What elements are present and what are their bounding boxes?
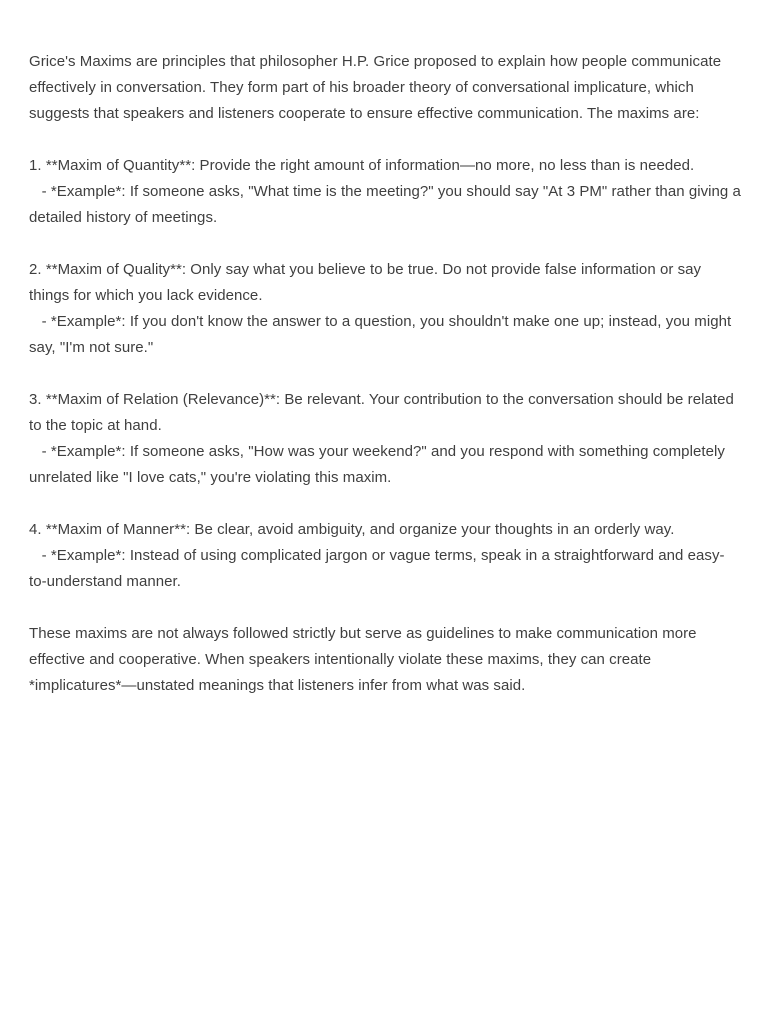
conclusion-paragraph: These maxims are not always followed strictly but serve as guidelines to make communication more effective and cooperative. When speakers intentionally violate these maxims, they can create *implicatures*—unstated meanings that listeners infer from what was said.: [29, 625, 701, 694]
paragraph-gap: [29, 361, 741, 387]
message-body: [29, 49, 746, 699]
maxim-manner-example: - *Example*: Instead of using complicated jargon or vague terms, speak in a straightforward and easy-to-understand manner.: [29, 547, 725, 590]
maxim-relation-statement: 3. **Maxim of Relation (Relevance)**: Be relevant. Your contribution to the conversation should be related to the topic at hand.: [29, 391, 739, 434]
maxim-relation-example: - *Example*: If someone asks, "How was your weekend?" and you respond with something completely unrelated like "I love cats," you're violating this maxim.: [29, 443, 730, 486]
maxim-manner-statement: 4. **Maxim of Manner**: Be clear, avoid ambiguity, and organize your thoughts in an orderly way.: [29, 521, 675, 538]
maxim-quality-statement: 2. **Maxim of Quality**: Only say what you believe to be true. Do not provide false information or say things for which you lack evidence.: [29, 261, 706, 304]
maxim-quantity-example: - *Example*: If someone asks, "What time is the meeting?" you should say "At 3 PM" rather than giving a detailed history of meetings.: [29, 183, 746, 226]
maxim-quantity-statement: 1. **Maxim of Quantity**: Provide the right amount of information—no more, no less than is needed.: [29, 157, 695, 174]
paragraph-gap: [29, 127, 741, 153]
maxim-quality-example: - *Example*: If you don't know the answer to a question, you shouldn't make one up; instead, you might say, "I'm not sure.": [29, 313, 736, 356]
paragraph-gap: [29, 491, 741, 517]
paragraph-gap: [29, 231, 741, 257]
intro-paragraph: Grice's Maxims are principles that philosopher H.P. Grice proposed to explain how people communicate effectively in conversation. They form part of his broader theory of conversational implicature, which suggests that speakers and listeners cooperate to ensure effective communication. The maxims are:: [29, 53, 726, 122]
paragraph-gap: [29, 595, 741, 621]
